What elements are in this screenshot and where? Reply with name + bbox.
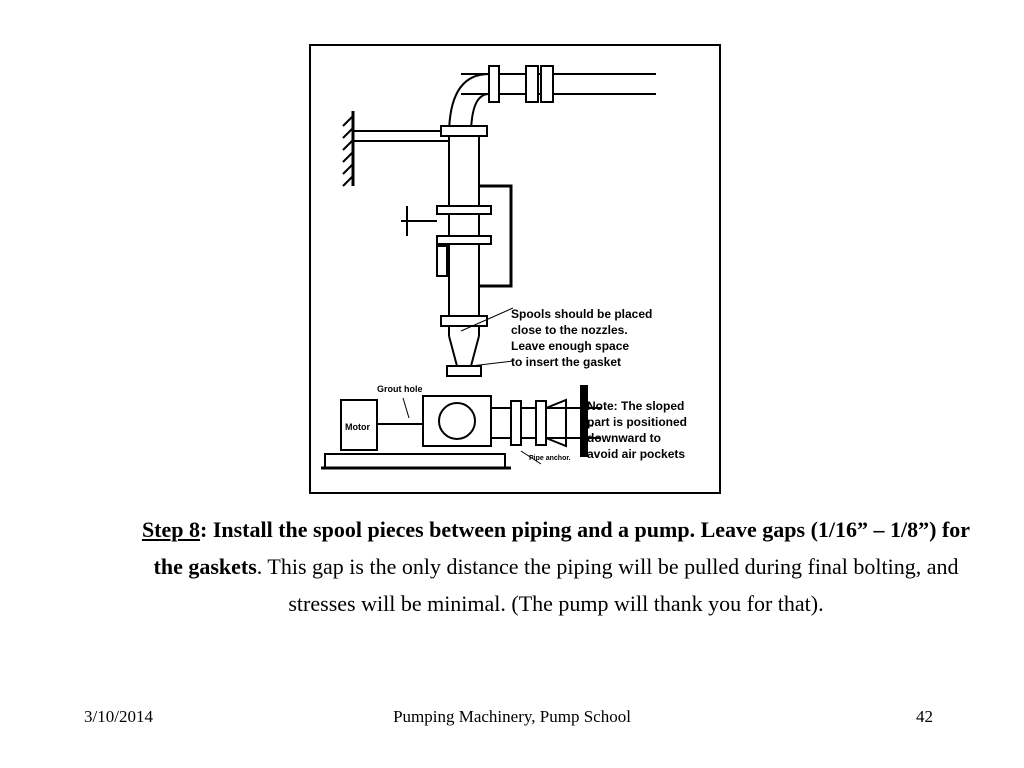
note-callout-line2: part is positioned — [587, 415, 688, 429]
footer-page-number: 42 — [916, 707, 933, 726]
reducer — [449, 336, 479, 366]
valve-handwheel — [401, 206, 437, 236]
spools-leader-2 — [471, 361, 513, 366]
base-plate — [325, 454, 505, 468]
caption-plain-text: . This gap is the only distance the piping will be pulled during final bolting, and stresses will be minimal. (The pump will thank you for that). — [256, 554, 959, 616]
pipe-anchor-label: Pipe anchor. — [529, 455, 571, 462]
side-fitting — [437, 246, 447, 276]
note-callout-line3: downward to — [587, 431, 661, 445]
diagram-svg — [311, 46, 719, 492]
note-callout-line4: avoid air pockets — [587, 447, 686, 461]
footer-date: 3/10/2014 — [84, 707, 153, 726]
spool-flange-top — [441, 316, 487, 326]
pump-piping-diagram — [309, 44, 721, 494]
valve-flange-top — [437, 206, 491, 214]
suction-flange-2 — [536, 401, 546, 445]
spools-callout-line3: Leave enough space — [511, 339, 630, 353]
grout-hole-label: Grout hole — [377, 384, 423, 394]
top-flange-3 — [541, 66, 553, 102]
footer-title: Pumping Machinery, Pump School — [393, 707, 631, 726]
step-label: Step 8 — [141, 517, 200, 542]
spools-callout-line1: Spools should be placed — [511, 307, 653, 321]
top-flange-2 — [526, 66, 538, 102]
top-flange-1 — [489, 66, 499, 102]
motor-label: Motor — [345, 422, 370, 432]
pipe-clamp — [441, 126, 487, 136]
eccentric-reducer — [546, 400, 566, 446]
grout-leader — [403, 398, 409, 418]
support-bracket — [353, 131, 449, 141]
spools-callout-line4: to insert the gasket — [511, 355, 622, 369]
caption-bold-text: : Install the spool pieces between piping and a pump. Leave gaps (1/16” – 1/8”) for the gaskets — [153, 517, 971, 579]
spool-flange-bottom — [447, 366, 481, 376]
spools-callout-line2: close to the nozzles. — [511, 323, 628, 337]
slide-caption — [130, 511, 982, 622]
suction-flange-1 — [511, 401, 521, 445]
valve-flange-bottom — [437, 236, 491, 244]
note-callout-line1: Note: The sloped — [587, 399, 685, 413]
